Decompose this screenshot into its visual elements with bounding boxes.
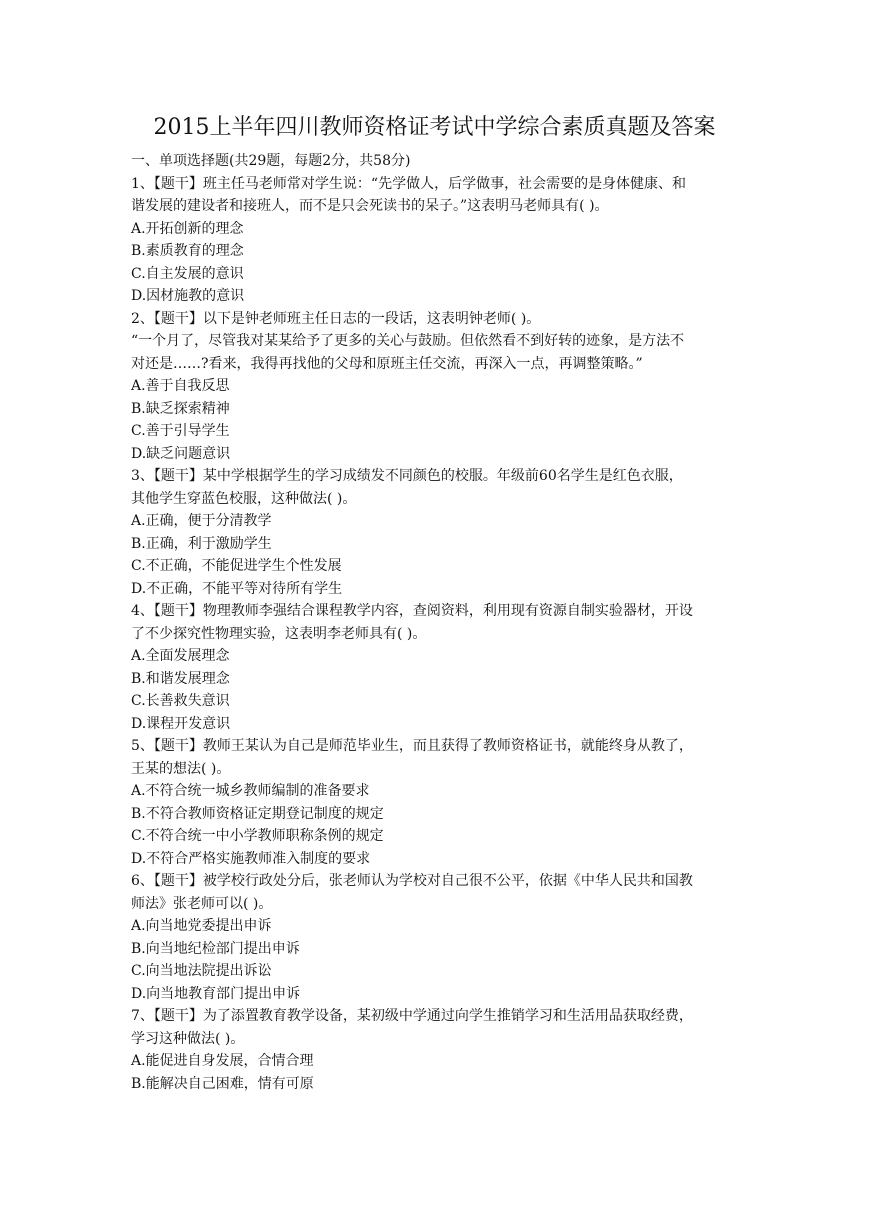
answer-option: C.向当地法院提出诉讼 [131, 963, 272, 979]
answer-option: A.善于自我反思 [131, 378, 230, 394]
answer-option: D.向当地教育部门提出申诉 [131, 985, 301, 1002]
answer-option: B.向当地纪检部门提出申诉 [131, 940, 300, 957]
question-5 [131, 735, 743, 870]
answer-option: C.不正确，不能促进学生个性发展 [131, 558, 342, 574]
question-stem-line: 谐发展的建设者和接班人，而不是只会死读书的呆子。”这表明马老师具有( )。 [131, 198, 609, 214]
question-4 [131, 600, 743, 735]
question-stem-line: 3、【题干】某中学根据学生的学习成绩发不同颜色的校服。年级前60名学生是红色衣服， [131, 468, 683, 484]
question-7 [131, 1005, 743, 1095]
answer-option: B.素质教育的理念 [131, 243, 244, 259]
answer-option: A.全面发展理念 [131, 648, 230, 664]
answer-option: C.不符合统一中小学教师职称条例的规定 [131, 828, 384, 844]
question-stem-line: 学习这种做法( )。 [131, 1030, 245, 1047]
answer-option: D.缺乏问题意识 [131, 445, 231, 462]
question-stem-line: 对还是……?看来，我得再找他的父母和原班主任交流，再深入一点，再调整策略。” [131, 355, 643, 372]
answer-option: D.不正确，不能平等对待所有学生 [131, 580, 343, 597]
answer-option: C.善于引导学生 [131, 423, 230, 439]
document-title: 2015上半年四川教师资格证考试中学综合素质真题及答案 [153, 115, 716, 140]
question-stem-line: 1、【题干】班主任马老师常对学生说：“先学做人，后学做事，社会需要的是身体健康、和 [131, 175, 687, 192]
answer-option: A.正确，便于分清教学 [131, 513, 272, 529]
answer-option: B.缺乏探索精神 [131, 400, 230, 417]
question-stem-line: 4、【题干】物理教师李强结合课程教学内容，查阅资料，利用现有资源自制实验器材，开设 [131, 603, 693, 619]
question-stem-line: 王某的想法( )。 [131, 760, 231, 777]
answer-option: B.和谐发展理念 [131, 670, 230, 687]
document-body [131, 150, 743, 1095]
section-heading: 一、单项选择题(共29题，每题2分，共58分) [131, 153, 411, 169]
answer-option: C.长善救失意识 [131, 693, 230, 709]
question-2 [131, 308, 743, 466]
question-stem-line: 6、【题干】被学校行政处分后，张老师认为学校对自己很不公平，依据《中华人民共和国教 [131, 873, 693, 889]
answer-option: D.课程开发意识 [131, 715, 231, 732]
question-stem-line: 5、【题干】教师王某认为自己是师范毕业生，而且获得了教师资格证书，就能终身从教了， [131, 738, 693, 754]
question-stem-line: 7、【题干】为了添置教育教学设备，某初级中学通过向学生推销学习和生活用品获取经费， [131, 1008, 693, 1024]
answer-option: B.不符合教师资格证定期登记制度的规定 [131, 805, 384, 822]
question-3 [131, 465, 743, 600]
answer-option: D.不符合严格实施教师准入制度的要求 [131, 850, 371, 867]
answer-option: B.正确，利于激励学生 [131, 535, 272, 552]
answer-option: C.自主发展的意识 [131, 265, 244, 282]
question-stem-line: 2、【题干】以下是钟老师班主任日志的一段话，这表明钟老师( )。 [131, 310, 541, 327]
answer-option: A.不符合统一城乡教师编制的准备要求 [131, 783, 370, 799]
question-stem-line: 师法》张老师可以( )。 [131, 895, 273, 912]
answer-option: A.向当地党委提出申诉 [131, 918, 272, 934]
answer-option: B.能解决自己困难，情有可原 [131, 1075, 314, 1092]
question-stem-line: “一个月了，尽管我对某某给予了更多的关心与鼓励。但依然看不到好转的迹象，是方法不 [131, 333, 685, 349]
answer-option: A.开拓创新的理念 [131, 220, 244, 237]
question-stem-line: 了不少探究性物理实验，这表明李老师具有( )。 [131, 625, 427, 642]
answer-option: D.因材施教的意识 [131, 288, 245, 304]
answer-option: A.能促进自身发展，合情合理 [131, 1053, 314, 1069]
question-stem-line: 其他学生穿蓝色校服，这种做法( )。 [131, 490, 357, 507]
question-1 [131, 173, 743, 308]
question-6 [131, 870, 743, 1005]
